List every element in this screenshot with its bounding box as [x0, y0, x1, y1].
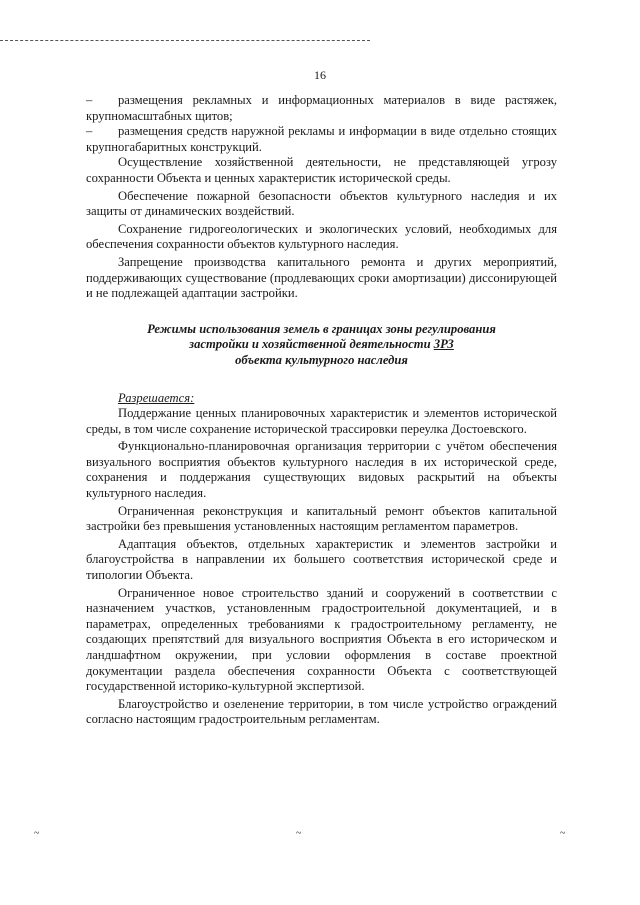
scan-mark: ~ — [296, 828, 302, 839]
dash-marker: – — [86, 124, 93, 139]
scan-mark: ~ — [560, 828, 566, 839]
dash-marker: – — [86, 93, 93, 107]
paragraph: Запрещение производства капитального ремонта и других мероприятий, поддерживающих существование (продлевающих сроки амортизации) диссонирующей и не подлежащей адаптации застройки. — [86, 254, 557, 301]
allowed-subheading: Разрешается: — [118, 390, 195, 405]
zone-code: ЗРЗ — [433, 337, 454, 352]
paragraph: Функционально-планировочная организация территории с учётом обеспечения визуального восприятия объектов культурного наследия в их исторической среде, сохранения и поддержания существующих видовых раскрытий на объекты культурного наследия. — [86, 439, 557, 501]
paragraph: Ограниченное новое строительство зданий и сооружений в соответствии с назначением участков, установленным градостроительной документацией, и в параметрах, определенных требованиями к градостроительному регламенту, не создающих препятствий для визуального восприятия Объекта в его историческом и ландшафтном окружении, при условии оформления в составе проектной документации раздела обеспечения сохранности Объекта с соответствующей государственной историко-культурной экспертизой. — [86, 585, 557, 694]
page-number: 16 — [314, 68, 326, 82]
paragraph: Осуществление хозяйственной деятельности, не представляющей угрозу сохранности Объекта и ценных характеристик исторической среды. — [86, 155, 557, 185]
paragraph: Благоустройство и озеленение территории, в том числе устройство ограждений согласно настоящим градостроительным регламентам. — [86, 696, 557, 727]
section-heading: Режимы использования земель в границах зоны регулирования застройки и хозяйственной деятельности ЗРЗ объекта культурного наследия — [147, 321, 496, 367]
top-rule — [0, 40, 370, 41]
paragraph: Сохранение гидрогеологических и экологических условий, необходимых для обеспечения сохранности объектов культурного наследия. — [86, 221, 557, 252]
paragraph: Ограниченная реконструкция и капитальный ремонт объектов капитальной застройки без превышения установленных настоящим регламентом параметров. — [86, 503, 557, 534]
paragraph: Обеспечение пожарной безопасности объектов культурного наследия и их защиты от динамических воздействий. — [86, 188, 557, 219]
list-item: – размещения рекламных и информационных материалов в виде растяжек, крупномасштабных щитов; — [86, 93, 557, 123]
document-body — [86, 93, 557, 730]
paragraph: Адаптация объектов, отдельных характеристик и элементов застройки и благоустройства в направлении их большего соответствия исторической среде и типологии Объекта. — [86, 536, 557, 583]
scan-mark: ~ — [34, 828, 40, 839]
paragraph: Поддержание ценных планировочных характеристик и элементов исторической среды, в том числе сохранение исторической трассировки переулка Достоевского. — [86, 406, 557, 436]
list-item: – размещения средств наружной рекламы и информации в виде отдельно стоящих крупногабаритных конструкций. — [86, 124, 557, 154]
